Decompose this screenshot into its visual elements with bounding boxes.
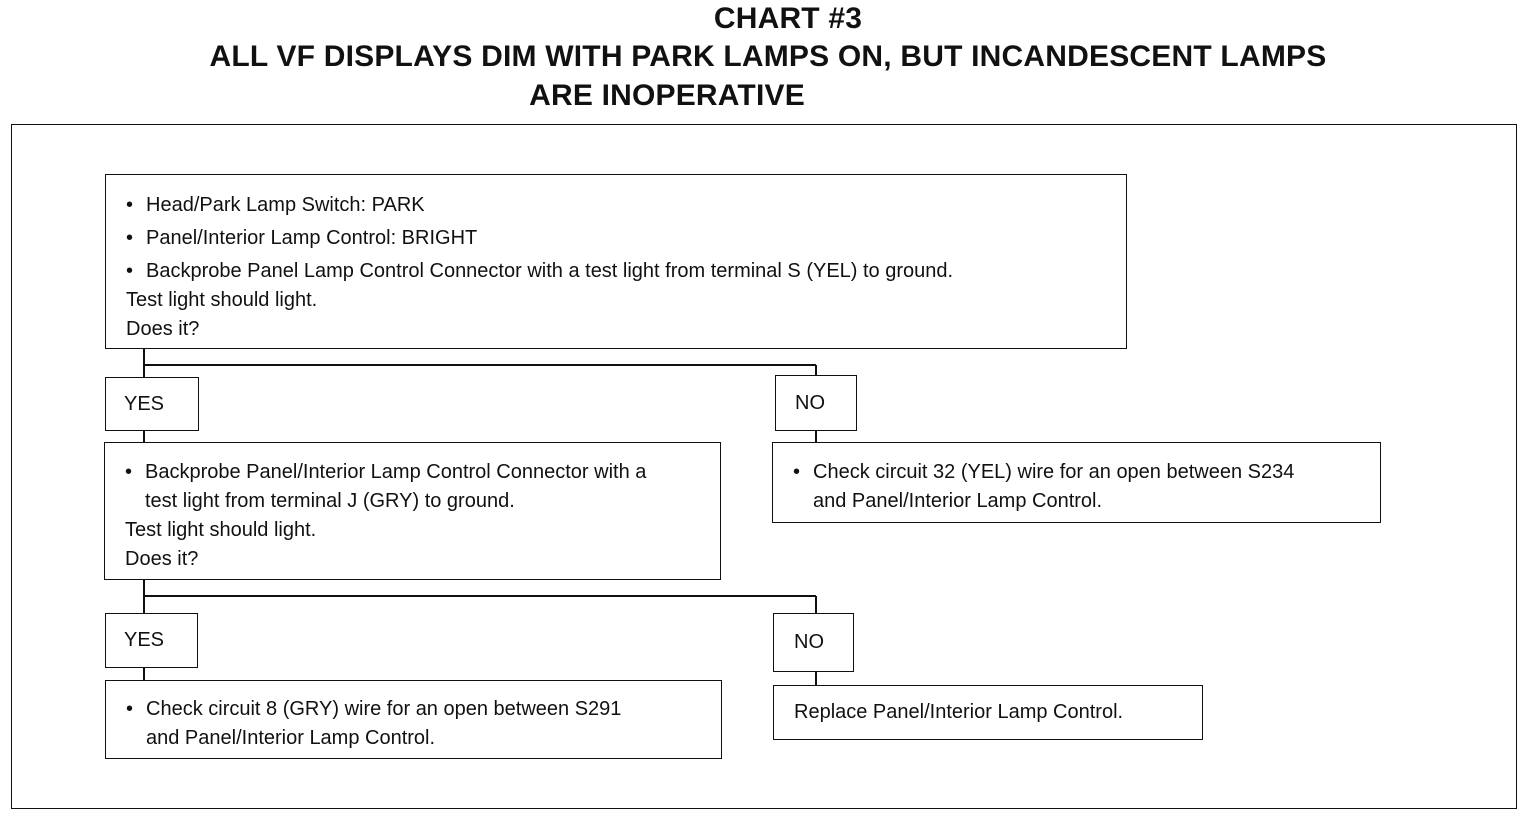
- step-2-yes-result: Test light should light.: [125, 519, 317, 541]
- step-3-yes-box: [105, 680, 722, 759]
- step-2-no-box: [772, 442, 1381, 523]
- step-3-yes-bullet-line-1: • Check circuit 8 (GRY) wire for an open between S291: [126, 695, 721, 724]
- step-1-bullet-backprobe: • Backprobe Panel Lamp Control Connector with a test light from terminal S (YEL) to ground.: [126, 257, 1126, 286]
- step-2-no-bullet-line-1: • Check circuit 32 (YEL) wire for an open between S234: [793, 458, 1380, 487]
- step-1-result: Test light should light.: [126, 289, 318, 311]
- step-2-yes-box: [104, 442, 721, 580]
- step-3-no-text: Replace Panel/Interior Lamp Control.: [794, 701, 1124, 723]
- step-1-bullet-switch: • Head/Park Lamp Switch: PARK: [126, 191, 1126, 220]
- step-2-yes-bullet-line-1: • Backprobe Panel/Interior Lamp Control Connector with a: [125, 458, 720, 487]
- yes-label-1: YES: [105, 377, 199, 431]
- step-2-no-bullet-line-2: and Panel/Interior Lamp Control.: [813, 490, 1103, 512]
- chart-title-line-2: ARE INOPERATIVE: [529, 79, 805, 112]
- yes-label-2: YES: [105, 613, 198, 668]
- step-2-yes-question: Does it?: [125, 548, 199, 570]
- step-1-box: [105, 174, 1127, 349]
- no-label-2: NO: [773, 613, 854, 672]
- chart-number-title: CHART #3: [713, 2, 863, 35]
- step-3-no-box: [773, 685, 1203, 740]
- step-2-yes-bullet-line-2: test light from terminal J (GRY) to ground.: [145, 490, 515, 512]
- chart-title-line-1: ALL VF DISPLAYS DIM WITH PARK LAMPS ON, BUT INCANDESCENT LAMPS: [209, 40, 1327, 73]
- step-3-yes-bullet-line-2: and Panel/Interior Lamp Control.: [146, 727, 436, 749]
- step-1-bullet-control: • Panel/Interior Lamp Control: BRIGHT: [126, 224, 1126, 253]
- step-1-question: Does it?: [126, 318, 200, 340]
- no-label-1: NO: [775, 375, 857, 431]
